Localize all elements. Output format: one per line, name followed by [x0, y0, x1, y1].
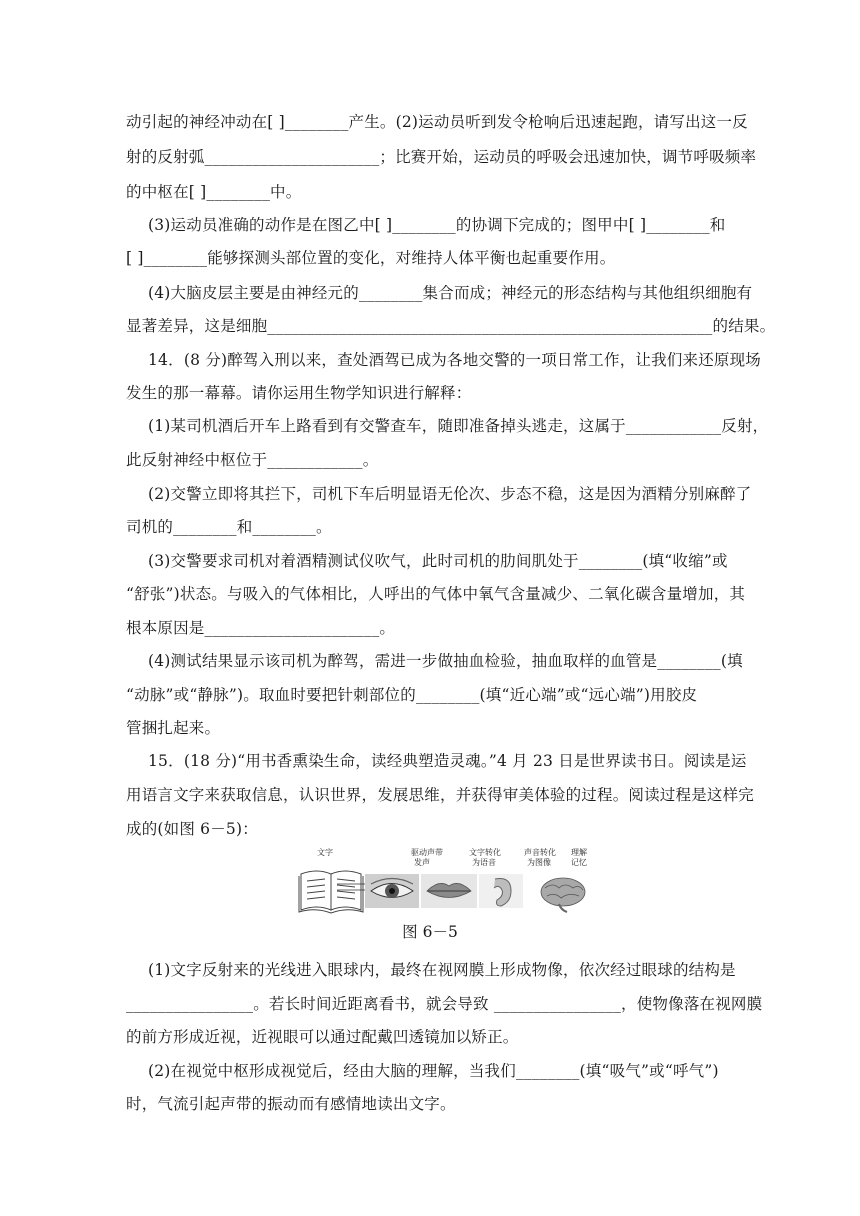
- question-14-line-7: (3)交警要求司机对着酒精测试仪吹气，此时司机的肋间肌处于________(填“收缩”或: [148, 552, 728, 570]
- question-15-line-1: 15．(18 分)“用书香熏染生命，读经典塑造灵魂。”4 月 23 日是世界读书日。阅读是运: [148, 752, 747, 770]
- book-icon: [299, 871, 363, 913]
- figure-label-vocal-1: 驱动声带: [411, 848, 443, 857]
- question-14-line-5: (2)交警立即将其拦下，司机下车后明显语无伦次、步态不稳，这是因为酒精分别麻醉了: [148, 485, 752, 503]
- figure-label-convert2-1: 声音转化: [524, 848, 556, 857]
- figure-label-convert1-1: 文字转化: [469, 848, 501, 857]
- question-15-line-3: 成的(如图 6－5)：: [126, 820, 258, 838]
- question-14-line-9: 根本原因是______________________。: [126, 619, 396, 637]
- text-line-3: 的中枢在[ ]________中。: [126, 183, 302, 201]
- question-14-line-11: “动脉”或“静脉”)。取血时要把针刺部位的________(填“近心端”或“远心端”)用胶皮: [126, 686, 698, 704]
- question-14-line-6: 司机的________和________。: [126, 518, 332, 536]
- text-line-4: (3)运动员准确的动作是在图乙中[ ]________的协调下完成的；图甲中[ ]________和: [148, 216, 726, 234]
- reading-process-figure: [297, 846, 607, 916]
- question-14-line-2: 发生的那一幕幕。请你运用生物学知识进行解释：: [126, 384, 472, 402]
- text-line-5: [ ]________能够探测头部位置的变化，对维持人体平衡也起重要作用。: [126, 249, 616, 267]
- question-14-line-1: 14．(8 分)醉驾入刑以来，查处酒驾已成为各地交警的一项日常工作，让我们来还原现场: [148, 351, 762, 369]
- question-14-line-8: “舒张”)状态。与吸入的气体相比，人呼出的气体中氧气含量减少、二氧化碳含量增加，其: [126, 585, 746, 603]
- question-15-line-8: 时，气流引起声带的振动而有感情地读出文字。: [126, 1095, 456, 1113]
- figure-label-understand-1: 理解: [571, 848, 587, 857]
- text-line-6: (4)大脑皮层主要是由神经元的________集合而成；神经元的形态结构与其他组织细胞有: [148, 284, 753, 302]
- text-line-2: 射的反射弧______________________；比赛开始，运动员的呼吸会迅速加快，调节呼吸频率: [126, 148, 757, 166]
- figure-label-text: 文字: [317, 848, 333, 857]
- question-15-line-2: 用语言文字来获取信息，认识世界，发展思维，并获得审美体验的过程。阅读过程是这样完: [126, 786, 755, 804]
- text-line-7: 显著差异，这是细胞________________________________________________________的结果。: [126, 317, 776, 335]
- text-line-1: 动引起的神经冲动在[ ]________产生。(2)运动员听到发令枪响后迅速起跑，请写出这一反: [126, 113, 748, 131]
- question-14-line-10: (4)测试结果显示该司机为醉驾，需进一步做抽血检验，抽血取样的血管是________(填: [148, 652, 743, 670]
- figure-label-understand-2: 记忆: [571, 858, 587, 867]
- figure-caption: 图 6－5: [402, 923, 458, 941]
- brain-icon: [541, 878, 585, 912]
- figure-label-convert1-2: 为语音: [472, 858, 496, 867]
- figure-label-convert2-2: 为图像: [527, 858, 551, 867]
- question-14-line-4: 此反射神经中枢位于____________。: [126, 451, 379, 469]
- figure-label-vocal-2: 发声: [414, 858, 430, 867]
- question-15-line-4: (1)文字反射来的光线进入眼球内，最终在视网膜上形成物像，依次经过眼球的结构是: [148, 961, 736, 979]
- question-14-line-12: 管捆扎起来。: [126, 719, 221, 737]
- question-15-line-6: 的前方形成近视，近视眼可以通过配戴凹透镜加以矫正。: [126, 1028, 519, 1046]
- question-15-line-5: ________________。若长时间近距离看书，就会导致 ________________，使物像落在视网膜: [126, 995, 763, 1013]
- question-15-line-7: (2)在视觉中枢形成视觉后，经由大脑的理解，当我们________(填“吸气”或“呼气”): [148, 1062, 719, 1080]
- question-14-line-3: (1)某司机酒后开车上路看到有交警查车，随即准备掉头逃走，这属于____________反射，: [148, 417, 769, 435]
